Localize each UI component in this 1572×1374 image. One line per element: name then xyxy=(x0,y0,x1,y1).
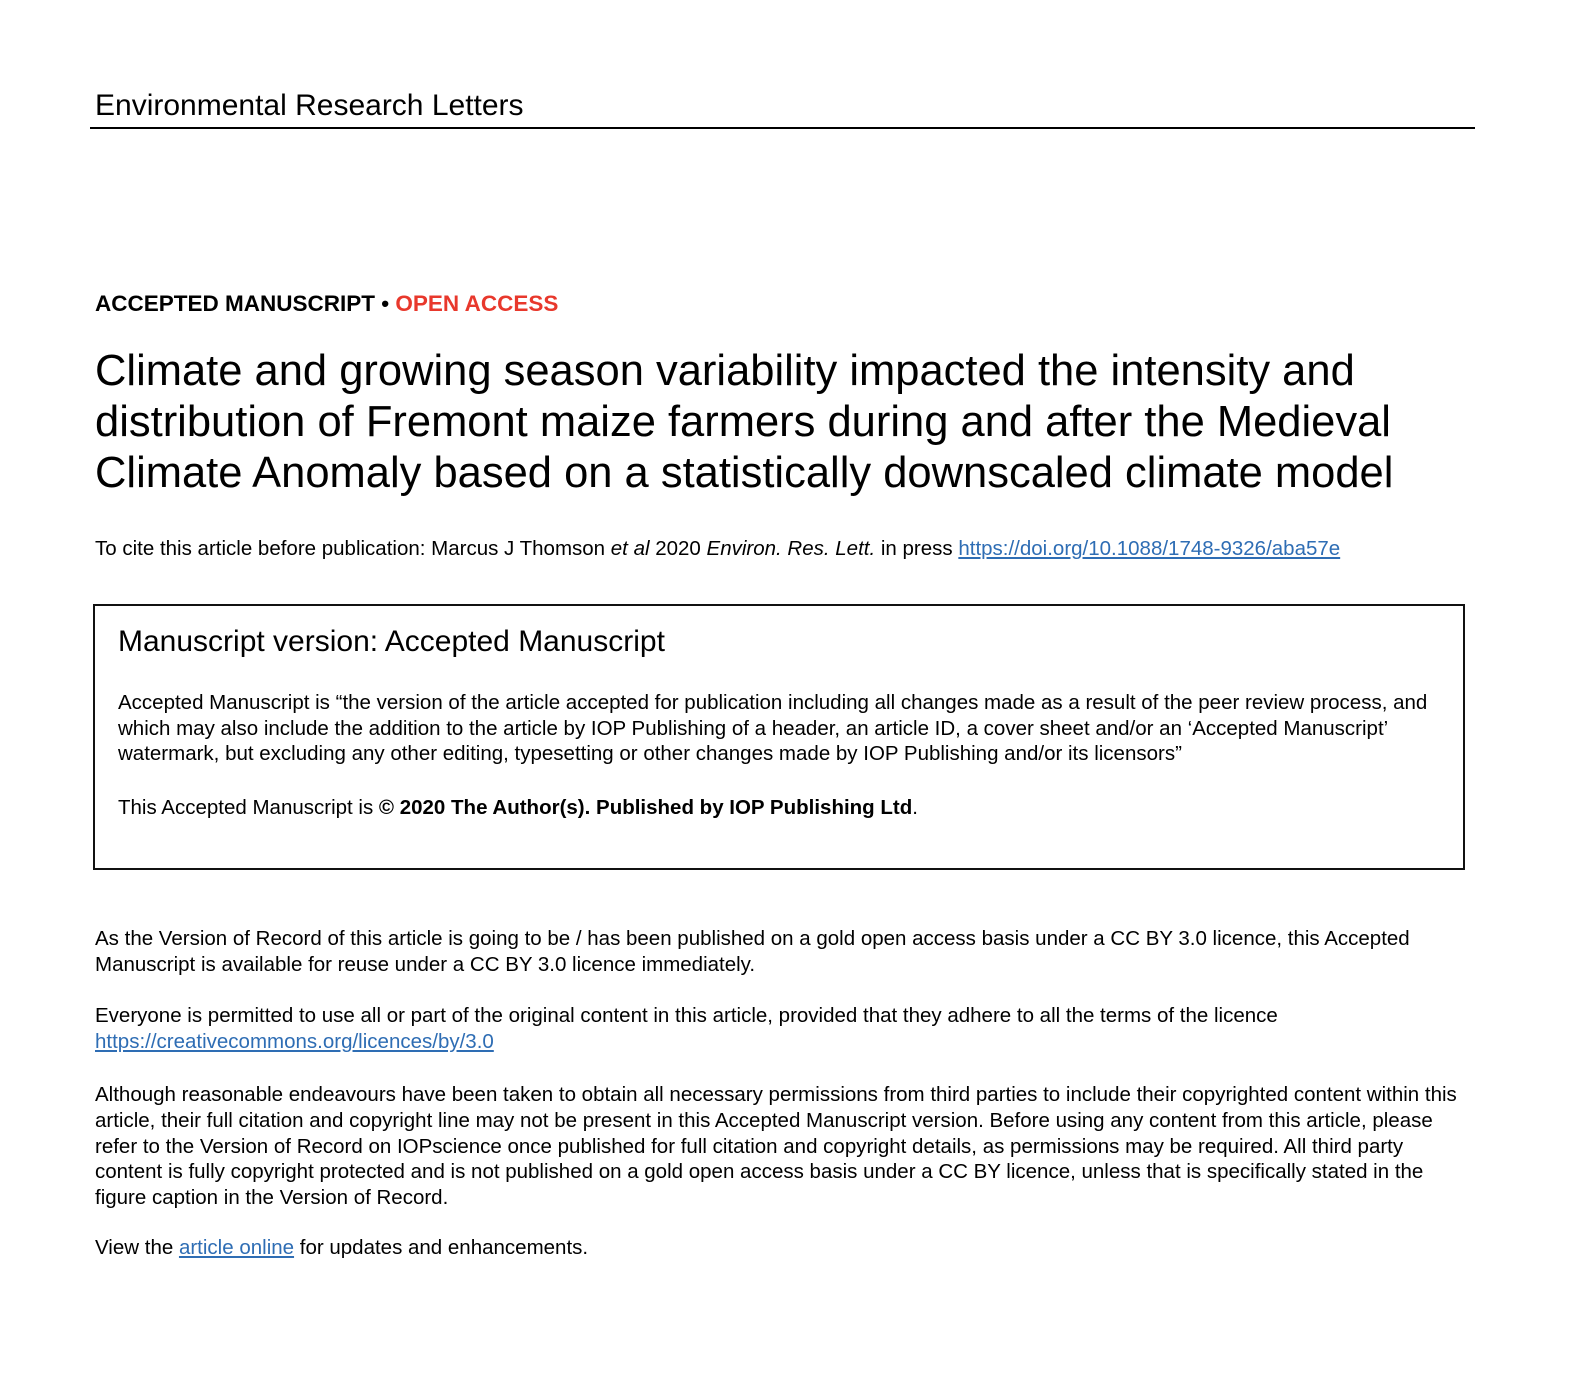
permission-paragraph xyxy=(95,1003,1475,1055)
open-access-label: OPEN ACCESS xyxy=(395,291,559,316)
accepted-manuscript-definition: Accepted Manuscript is “the version of the article accepted for publication including all changes made as a result of the peer review process, and which may also include the addition to the article by IOP Publishing of a header, an article ID, a cover sheet and/or an ‘Accepted Manuscript’ watermark, but excluding any other editing, typesetting or other changes made by IOP Publishing and/or its licensors” xyxy=(118,691,1428,765)
licence-paragraph: As the Version of Record of this article is going to be / has been published on a gold open access basis under a CC BY 3.0 licence, this Accepted Manuscript is available for reuse under a CC BY 3.0 licence immediately. xyxy=(95,927,1410,976)
third-party-paragraph: Although reasonable endeavours have been taken to obtain all necessary permissions from third parties to include their copyrighted content within this article, their full citation and copyright line may not be present in this Accepted Manuscript version. Before using any content from this article, please refer to the Version of Record on IOPscience once published for full citation and copyright details, as permissions may be required. All third party content is fully copyright protected and is not published on a gold open access basis under a CC BY licence, unless that is specifically stated in the figure caption in the Version of Record. xyxy=(95,1083,1457,1210)
journal-title: Environmental Research Letters xyxy=(95,89,524,122)
manuscript-status-line xyxy=(95,290,558,318)
citation-journal: Environ. Res. Lett. xyxy=(706,537,876,560)
header-divider xyxy=(90,127,1475,129)
copyright-statement xyxy=(118,795,918,821)
copyright-prefix: This Accepted Manuscript is xyxy=(118,796,379,819)
citation-et-al: et al xyxy=(610,537,650,560)
separator-bullet: • xyxy=(375,291,396,316)
doi-link[interactable]: https://doi.org/10.1088/1748-9326/aba57e xyxy=(958,537,1341,560)
citation-line xyxy=(95,536,1340,562)
view-online-paragraph xyxy=(95,1235,1475,1261)
article-online-link[interactable]: article online xyxy=(178,1236,295,1259)
view-online-prefix: View the xyxy=(95,1236,179,1259)
manuscript-version-heading: Manuscript version: Accepted Manuscript xyxy=(118,625,665,658)
accepted-manuscript-label: ACCEPTED MANUSCRIPT xyxy=(95,291,376,316)
article-title: Climate and growing season variability impacted the intensity and distribution of Fremont maize farmers during and after the Medieval Climate Anomaly based on a statistically downscaled climate model xyxy=(95,347,1394,497)
view-online-suffix: for updates and enhancements. xyxy=(294,1236,589,1259)
copyright-suffix: . xyxy=(912,796,918,819)
citation-year: 2020 xyxy=(649,537,707,560)
copyright-holder: © 2020 The Author(s). Published by IOP Publishing Ltd xyxy=(378,796,913,819)
citation-prefix: To cite this article before publication: Marcus J Thomson xyxy=(95,537,611,560)
permission-text: Everyone is permitted to use all or part of the original content in this article, provided that they adhere to all the terms of the licence xyxy=(95,1004,1278,1027)
licence-link[interactable]: https://creativecommons.org/licences/by/3.0 xyxy=(95,1029,494,1053)
citation-status: in press xyxy=(875,537,959,560)
